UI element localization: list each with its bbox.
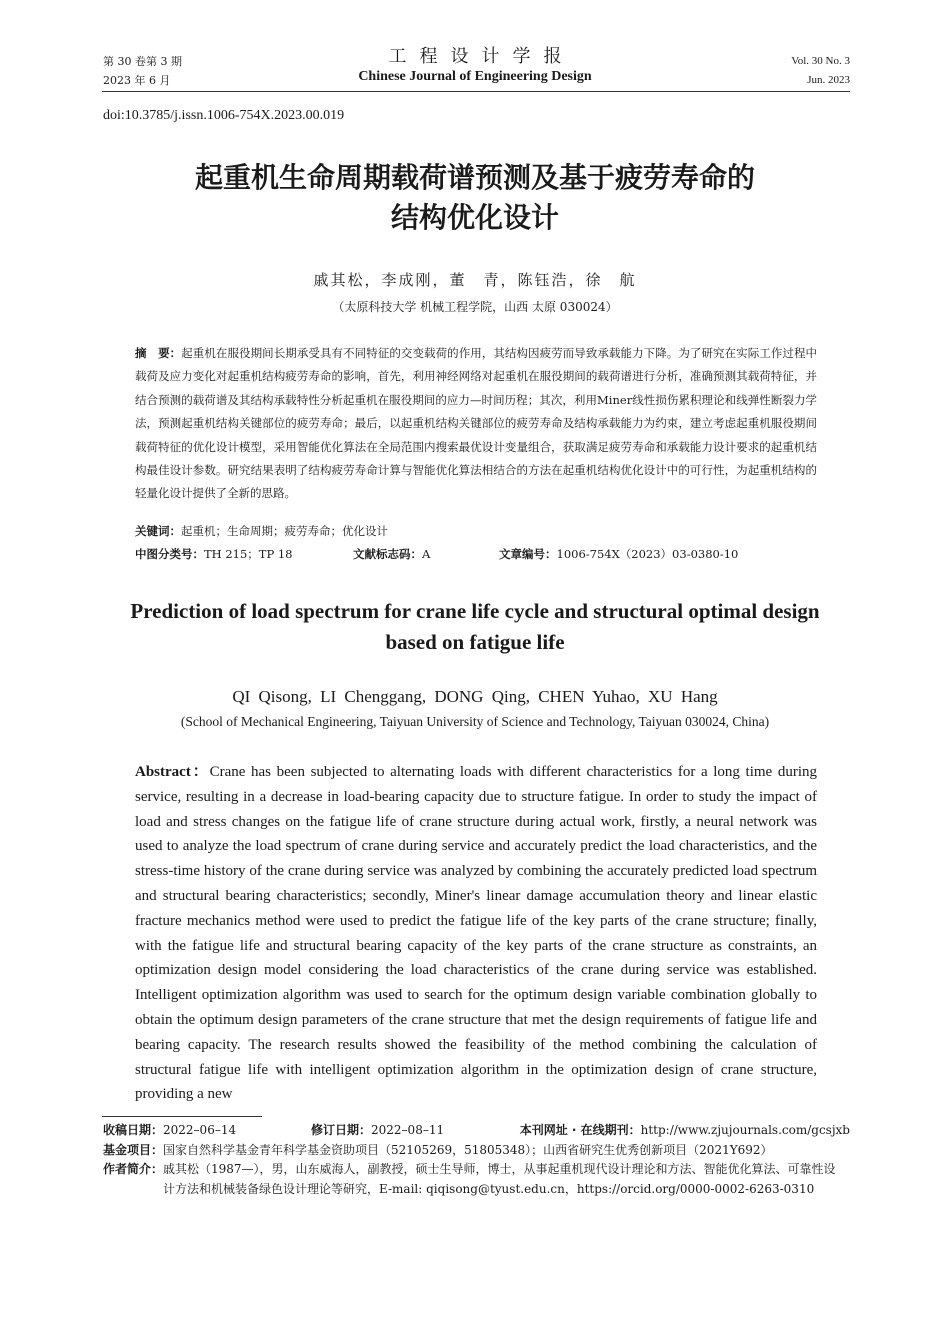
clc-number <box>135 543 293 565</box>
revised-date <box>311 1121 444 1141</box>
author-label: 作者简介： <box>103 1162 164 1176</box>
abstract-cn-label: 摘 要： <box>135 346 182 360</box>
footnote-divider <box>102 1116 262 1117</box>
affiliation-cn: （太原科技大学 机械工程学院，山西 太原 030024） <box>332 300 618 314</box>
abstract-cn-text: 起重机在服役期间长期承受具有不同特征的交变载荷的作用，其结构因疲劳而导致承载能力下降。为了研究在实际工作过程中载荷及应力变化对起重机结构疲劳寿命的影响，首先，利用神经网络对起重机在服役期间的载荷谱进行分析，准确预测其载荷特征，并结合预测的载荷谱及其结构承载特性分析起重机在服役期间的应力—时间历程；其次，利用Miner线性损伤累积理论和线弹性断裂力学法，预测起重机结构关键部位的疲劳寿命；最后，以起重机结构关键部位的疲劳寿命及结构承载能力为约束，建立考虑起重机服役期间载荷特征的优化设计模型，采用智能优化算法在全局范围内搜索最优设计变量组合，获取满足疲劳寿命和承载能力设计要求的起重机结构最佳设计参数。研究结果表明了结构疲劳寿命计算与智能优化算法相结合的方法在起重机结构优化设计中的可行性，为起重机结构的轻量化设计提供了全新的思路。 <box>135 346 818 501</box>
article-number <box>499 543 738 565</box>
revised-value: 2022–08–11 <box>371 1123 445 1137</box>
doc-value: A <box>422 547 431 561</box>
journal-name-cn: 工程设计学报 <box>388 46 575 67</box>
authors-en: QI Qisong, LI Chenggang, DONG Qing, CHEN Yuhao, XU Hang <box>232 687 718 706</box>
journal-name-en: Chinese Journal of Engineering Design <box>358 69 592 84</box>
revised-label: 修订日期： <box>311 1123 372 1137</box>
title-cn <box>0 158 950 238</box>
abstract-en-text: Crane has been subjected to alternating loads with different characteristics for a long time during service, resulting in a decrease in load-bearing capacity due to structure fatigue. In order to study the impact of load and stress changes on the fatigue life of crane structure during actual work, firstly, a neural network was used to analyze the load spectrum of crane during service and accurately predict the load characteristics, and the stress-time history of the crane during service was analyzed by combining the accurately predicted load spectrum and structural bearing characteristics; secondly, Miner's linear damage accumulation theory and linear elastic fracture mechanics method were used to predict the fatigue life of the key parts of the crane structure; finally, with the fatigue life and structural bearing capacity of the key parts of the crane structure as constraints, an optimization design model considering the load characteristics of the crane during service was established. Intelligent optimization algorithm was used to search for the optimum design variable combination globally to obtain the optimum design parameters of the crane structure that met the design requirements of fatigue life and bearing capacity. The research results showed the feasibility of the method combining the calculation of structural fatigue life with intelligent optimization algorithm in the optimization design of crane structure, providing a new <box>135 764 817 1103</box>
website-link[interactable]: http://www.zjujournals.com/gcsjxb <box>640 1123 850 1137</box>
doc-label: 文献标志码： <box>353 547 422 561</box>
received-value: 2022–06–14 <box>163 1123 237 1137</box>
volume-cn: 第 30 卷第 3 期 <box>103 55 182 68</box>
fund-label: 基金项目： <box>103 1142 164 1157</box>
footnote-dates-row <box>103 1121 850 1141</box>
received-label: 收稿日期： <box>103 1123 164 1137</box>
authors-cn: 戚其松，李成刚，董 青，陈钰浩，徐 航 <box>313 271 637 289</box>
keywords-cn-text: 起重机；生命周期；疲劳寿命；优化设计 <box>181 524 388 538</box>
journal-website <box>520 1121 850 1141</box>
author-intro-row <box>103 1160 850 1199</box>
abstract-cn <box>135 342 817 506</box>
fund-row <box>103 1141 850 1161</box>
article-value: 1006-754X（2023）03-0380-10 <box>556 547 739 561</box>
affiliation-en: (School of Mechanical Engineering, Taiyuan University of Science and Technology, Taiyuan 030024, China) <box>180 714 770 729</box>
header-issue-en <box>791 52 850 90</box>
clc-value: TH 215；TP 18 <box>204 547 293 561</box>
title-en-line2: based on fatigue life <box>385 630 565 654</box>
date-en: Jun. 2023 <box>807 74 850 86</box>
doi[interactable]: doi:10.3785/j.issn.1006-754X.2023.00.019 <box>103 108 345 123</box>
document-code <box>353 543 430 565</box>
title-cn-line1: 起重机生命周期载荷谱预测及基于疲劳寿命的 <box>194 161 755 194</box>
date-cn: 2023 年 6 月 <box>103 74 171 87</box>
author-value: 戚其松（1987—），男，山东威海人，副教授，硕士生导师，博士，从事起重机现代设计理论和方法、智能优化算法、可靠性设计方法和机械装备绿色设计理论等研究，E-mail: qiqisong@tyust.edu.cn，https://orcid.org/0000-0002-6263-0310 <box>163 1162 836 1196</box>
abstract-en <box>135 760 817 1107</box>
footnote <box>103 1121 850 1199</box>
website-label: 本刊网址 · 在线期刊： <box>519 1123 641 1137</box>
received-date <box>103 1121 236 1141</box>
keywords-cn-label: 关键词： <box>135 524 181 538</box>
title-en <box>0 596 950 658</box>
title-cn-line2: 结构优化设计 <box>390 201 559 234</box>
volume-en: Vol. 30 No. 3 <box>791 55 850 67</box>
fund-value: 国家自然科学基金青年科学基金资助项目（52105269，51805348）；山西省研究生优秀创新项目（2021Y692） <box>163 1142 773 1157</box>
keywords-cn <box>135 520 817 542</box>
clc-label: 中图分类号： <box>135 547 204 561</box>
article-label: 文章编号： <box>499 547 557 561</box>
abstract-en-label: Abstract： <box>135 764 210 780</box>
title-en-line1: Prediction of load spectrum for crane life cycle and structural optimal design <box>130 599 820 623</box>
header-divider <box>102 91 850 92</box>
